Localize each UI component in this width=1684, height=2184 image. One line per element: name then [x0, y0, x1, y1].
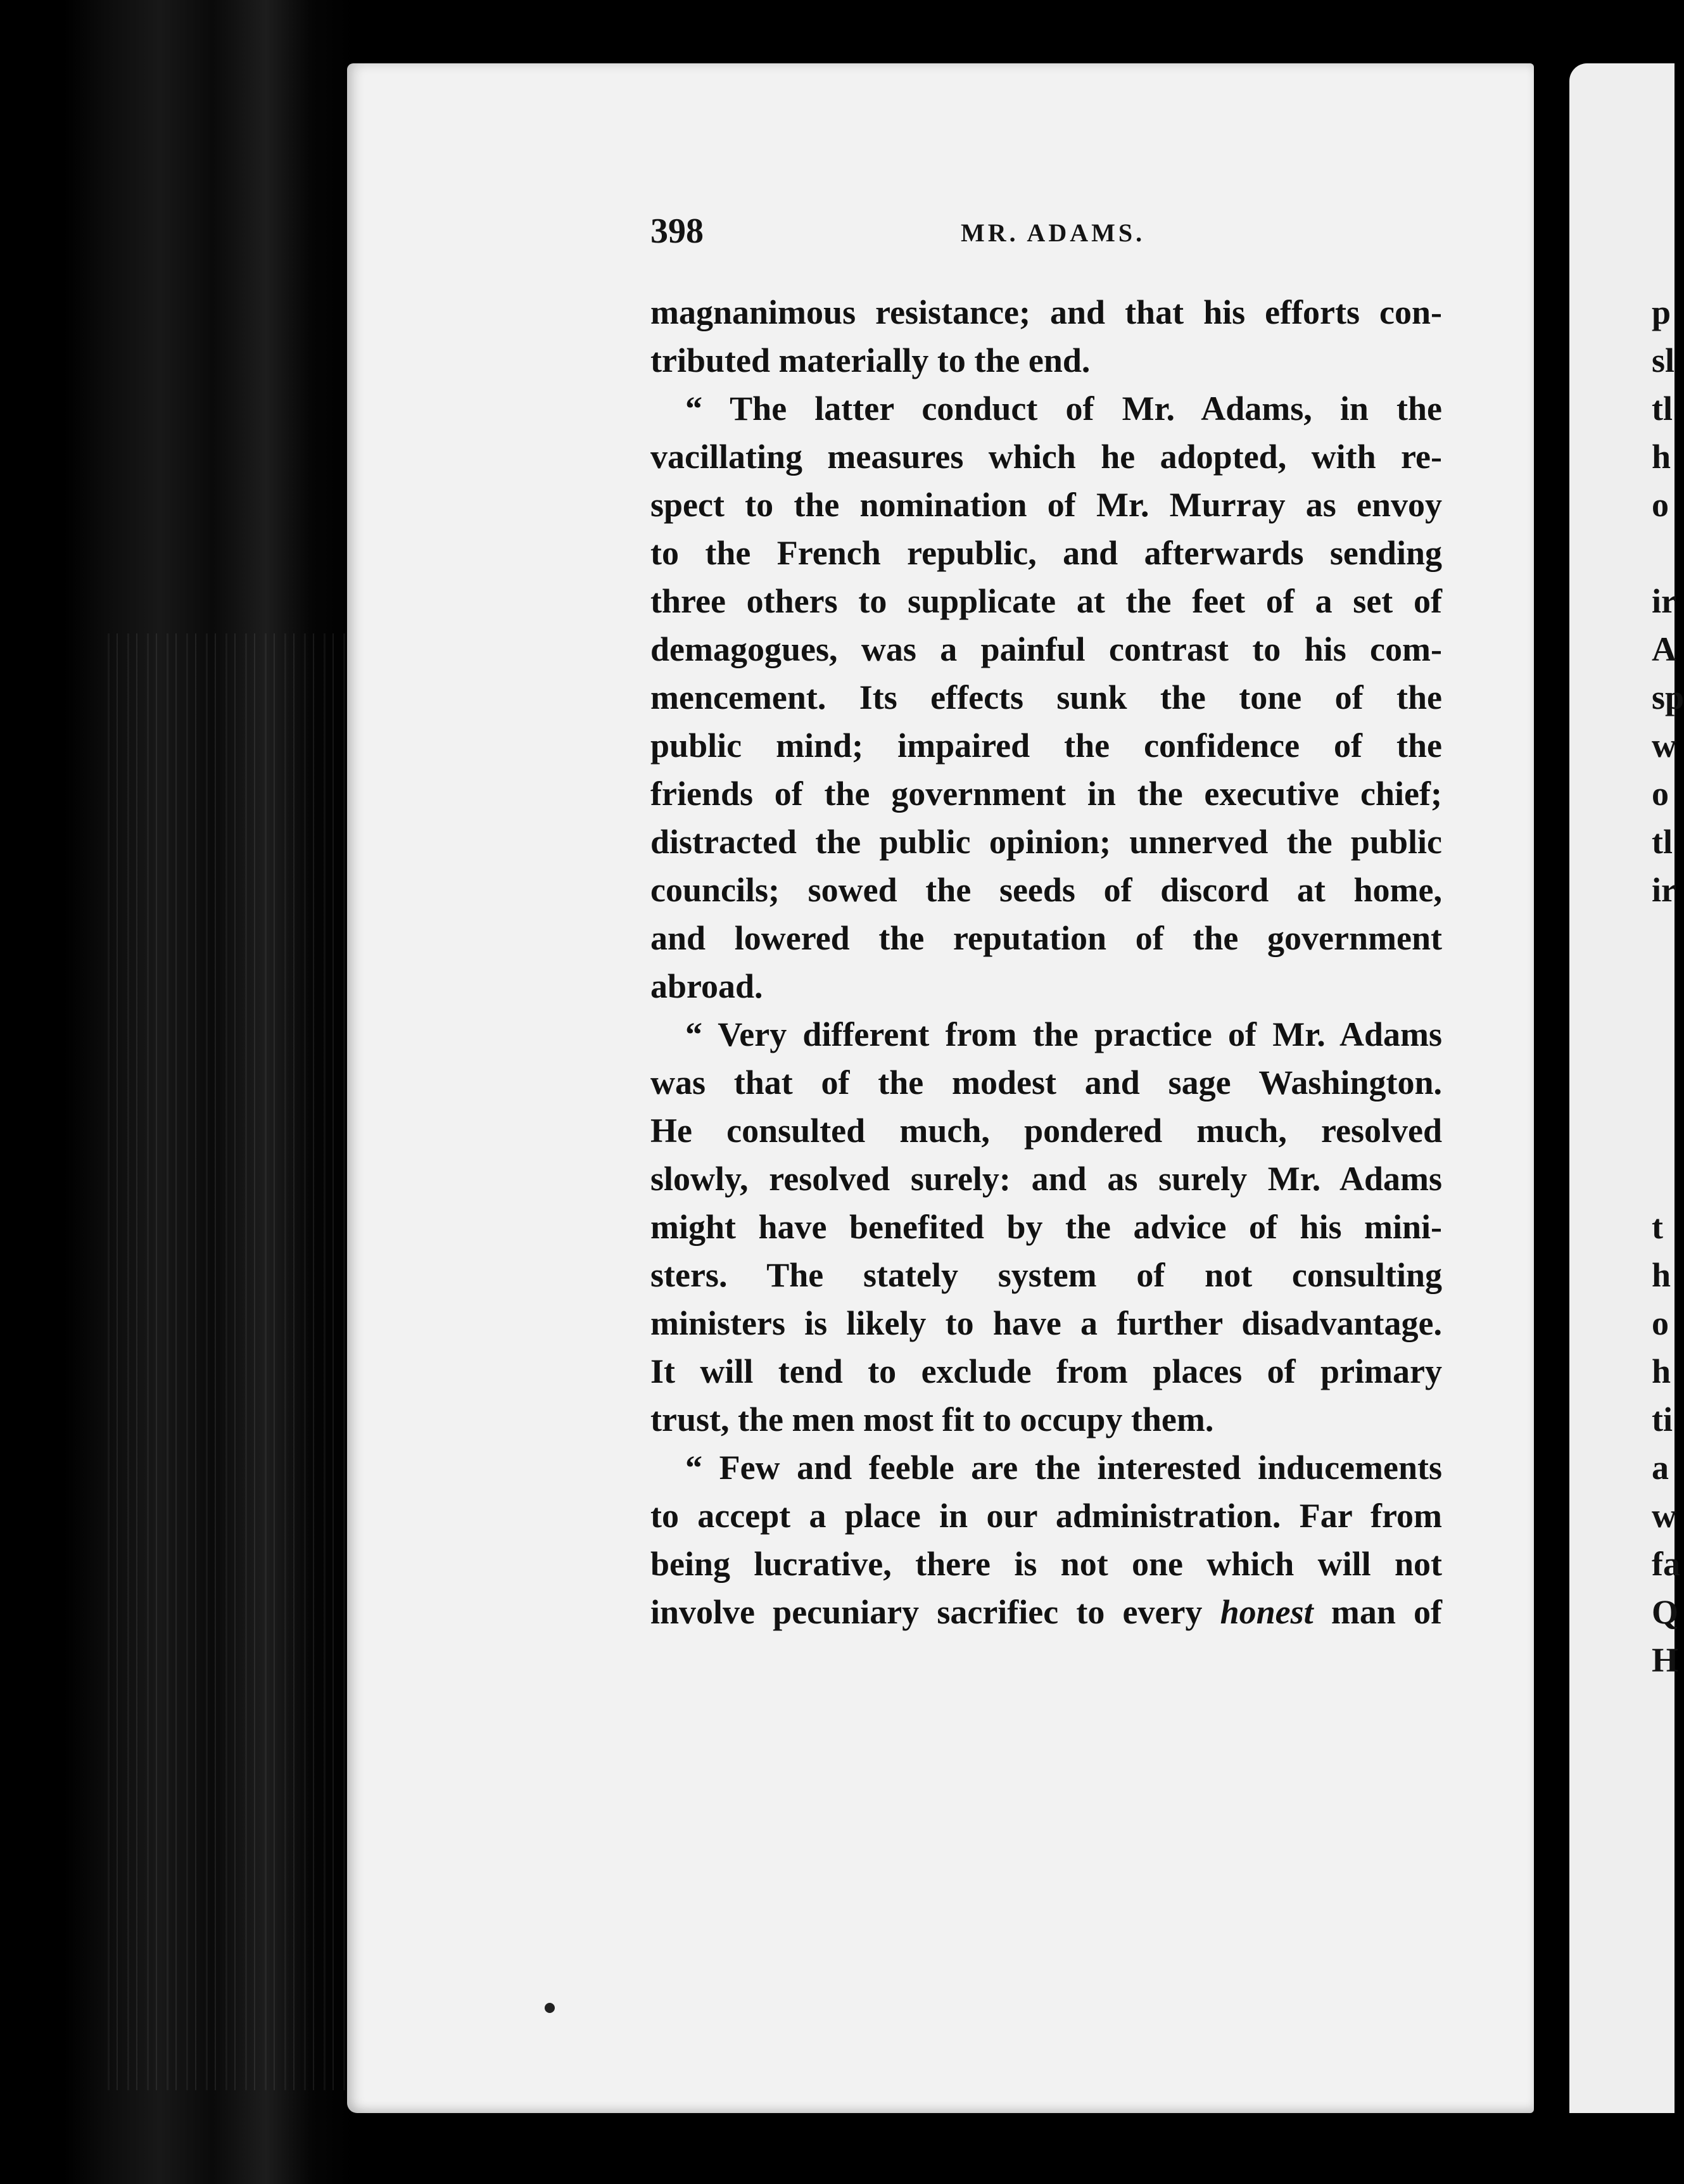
text-line: and lowered the reputation of the government	[650, 919, 1442, 957]
facing-page-fragment: h	[1652, 438, 1671, 476]
text-line-final-start: involve pecuniary sacrifiec to every	[650, 1593, 1220, 1631]
text-line: spect to the nomination of Mr. Murray as envoy	[650, 486, 1442, 524]
text-line: demagogues, was a painful contrast to his com-	[650, 630, 1442, 668]
ink-speck	[545, 2003, 555, 2013]
text-line: mencement. Its effects sunk the tone of the	[650, 678, 1442, 716]
facing-page-fragment: sp	[1652, 678, 1684, 716]
text-line: public mind; impaired the confidence of the	[650, 727, 1442, 765]
text-line: three others to supplicate at the feet of a set of	[650, 582, 1442, 620]
facing-page-fragment: Q	[1652, 1593, 1679, 1631]
text-line: friends of the government in the executive chief;	[650, 775, 1442, 813]
text-line: ministers is likely to have a further disadvantage.	[650, 1304, 1442, 1342]
text-line: councils; sowed the seeds of discord at home,	[650, 871, 1442, 909]
running-head	[650, 209, 1442, 253]
text-line: abroad.	[650, 967, 763, 1005]
text-line: sters. The stately system of not consulting	[650, 1256, 1442, 1294]
text-line: to the French republic, and afterwards sending	[650, 534, 1442, 572]
text-line-final-tail: man of	[1313, 1593, 1442, 1631]
facing-page-fragment: o	[1652, 1304, 1669, 1342]
text-line: tributed materially to the end.	[650, 341, 1091, 379]
facing-page-fragment: w	[1652, 727, 1676, 765]
text-line: being lucrative, there is not one which will not	[650, 1545, 1442, 1583]
facing-page-fragment: h	[1652, 1352, 1671, 1390]
text-line: was that of the modest and sage Washington.	[650, 1063, 1442, 1102]
facing-page-fragment: t	[1652, 1208, 1663, 1246]
facing-page-fragment: h	[1652, 1256, 1671, 1294]
facing-page-fragment: tl	[1652, 823, 1673, 861]
text-line: It will tend to exclude from places of primary	[650, 1352, 1442, 1390]
scan-gutter-texture	[108, 633, 348, 2090]
text-line: trust, the men most fit to occupy them.	[650, 1400, 1214, 1438]
text-line: He consulted much, pondered much, resolved	[650, 1112, 1442, 1150]
facing-page-fragment: sl	[1652, 341, 1675, 379]
facing-page-fragment: fa	[1652, 1545, 1680, 1583]
facing-page-fragment: H	[1652, 1641, 1679, 1679]
text-line: magnanimous resistance; and that his efforts con-	[650, 293, 1442, 331]
text-line: vacillating measures which he adopted, with re-	[650, 438, 1442, 476]
page-number: 398	[650, 212, 704, 251]
text-line: “ Few and feeble are the interested inducements	[685, 1449, 1442, 1487]
facing-page-fragment: o	[1652, 775, 1669, 813]
facing-page-fragment: p	[1652, 293, 1671, 331]
facing-page-fragment: ir	[1652, 582, 1676, 620]
facing-page-fragment: w	[1652, 1497, 1676, 1535]
text-line: to accept a place in our administration. Far from	[650, 1497, 1442, 1535]
text-line: might have benefited by the advice of his mini-	[650, 1208, 1442, 1246]
emphasis-honest: honest	[1220, 1593, 1314, 1631]
facing-page-fragment: ti	[1652, 1400, 1673, 1438]
facing-page-fragment: tl	[1652, 390, 1673, 428]
body-text	[650, 288, 1442, 1636]
text-line: distracted the public opinion; unnerved the public	[650, 823, 1442, 861]
text-line: “ The latter conduct of Mr. Adams, in the	[685, 390, 1442, 428]
text-line: slowly, resolved surely: and as surely Mr. Adams	[650, 1160, 1442, 1198]
facing-page-fragment: ir	[1652, 871, 1676, 909]
running-head-title: MR. ADAMS.	[961, 219, 1146, 247]
facing-page-fragment: A	[1652, 630, 1676, 668]
facing-page-fragment: o	[1652, 486, 1669, 524]
facing-page-fragment: a	[1652, 1449, 1669, 1487]
text-line-final	[650, 1588, 1442, 1636]
text-line: “ Very different from the practice of Mr. Adams	[685, 1015, 1442, 1053]
